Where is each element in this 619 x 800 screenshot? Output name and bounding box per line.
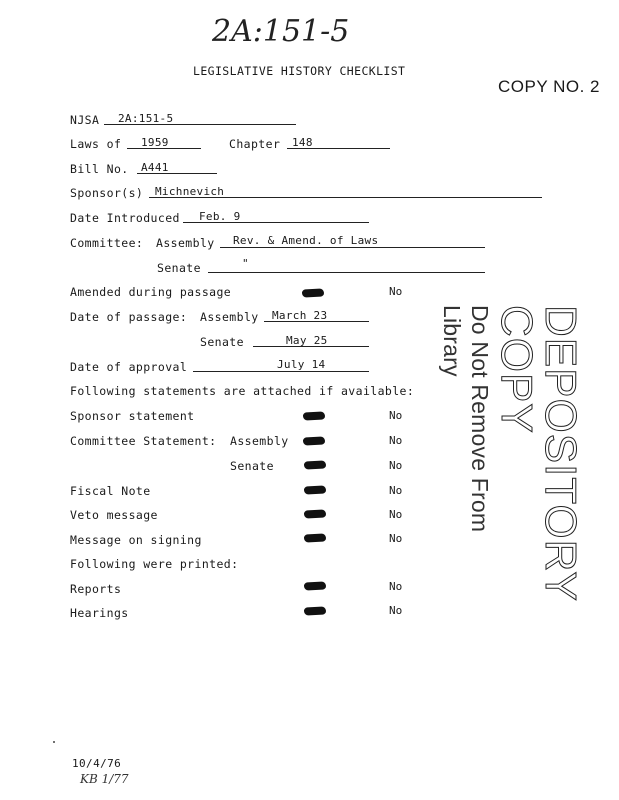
reports-no: No [389,580,403,593]
bill-no-label: Bill No. [70,162,129,176]
passage-assembly-value: March 23 [272,309,328,322]
laws-of-value: 1959 [141,136,169,149]
reports-yes-mark [304,581,326,590]
depository-copy-stamp [439,305,585,605]
njsa-value: 2A:151-5 [118,112,174,125]
date-of-approval-underline [193,371,369,372]
hearings-label: Hearings [70,606,129,620]
sponsor-statement-yes-mark [303,411,325,420]
laws-of-label: Laws of [70,137,122,151]
do-not-remove-text: Do Not Remove From Library [439,305,493,533]
passage-senate-value: May 25 [286,334,328,347]
handwritten-statute-number: 2A:151-5 [212,14,350,49]
veto-message-no: No [389,508,403,521]
footer-date: 10/4/76 [72,757,122,770]
committee-statement-assembly-yes-mark [303,436,325,445]
veto-message-yes-mark [304,509,326,518]
committee-statement-senate-label: Senate [230,459,274,473]
depository-copy-text: DEPOSITORY COPY [492,305,585,602]
following-attached-label: Following statements are attached if available: [70,384,415,398]
date-of-approval-value: July 14 [277,358,326,371]
committee-statement-label: Committee Statement: [70,434,217,448]
veto-message-label: Veto message [70,508,158,522]
message-on-signing-label: Message on signing [70,533,202,547]
following-printed-label: Following were printed: [70,557,239,571]
committee-statement-assembly-no: No [389,434,403,447]
committee-assembly-value: Rev. & Amend. of Laws [233,234,379,247]
amended-label: Amended during passage [70,285,232,299]
date-of-passage-label: Date of passage: [70,310,188,324]
copy-number: COPY NO. 2 [498,77,600,96]
committee-senate-underline [208,272,485,273]
passage-senate-label: Senate [200,335,244,349]
stray-dot [53,741,55,743]
committee-statement-assembly-label: Assembly [230,434,289,448]
committee-senate-label: Senate [157,261,201,275]
date-introduced-label: Date Introduced [70,211,180,225]
sponsor-statement-no: No [389,409,403,422]
chapter-value: 148 [292,136,313,149]
message-on-signing-yes-mark [304,533,326,542]
sponsors-value: Michnevich [155,185,225,198]
chapter-label: Chapter [229,137,281,151]
bill-no-value: A441 [141,161,169,174]
fiscal-note-no: No [389,484,403,497]
hearings-no: No [389,604,403,617]
reports-label: Reports [70,582,122,596]
sponsor-statement-label: Sponsor statement [70,409,195,423]
fiscal-note-label: Fiscal Note [70,484,151,498]
amended-no: No [389,285,403,298]
njsa-label: NJSA [70,113,100,127]
sponsors-label: Sponsor(s) [70,186,144,200]
date-of-approval-label: Date of approval [70,360,188,374]
message-on-signing-no: No [389,532,403,545]
page-title: LEGISLATIVE HISTORY CHECKLIST [193,64,406,78]
fiscal-note-yes-mark [304,485,326,494]
amended-yes-mark [302,288,324,297]
committee-senate-value: " [242,257,249,270]
date-introduced-value: Feb. 9 [199,210,241,223]
hearings-yes-mark [304,606,326,615]
committee-statement-senate-yes-mark [304,460,326,469]
footer-initials: KB 1/77 [80,772,129,786]
committee-assembly-label: Assembly [156,236,215,250]
passage-assembly-label: Assembly [200,310,259,324]
committee-assembly-underline [220,247,485,248]
committee-statement-senate-no: No [389,459,403,472]
committee-label: Committee: [70,236,144,250]
